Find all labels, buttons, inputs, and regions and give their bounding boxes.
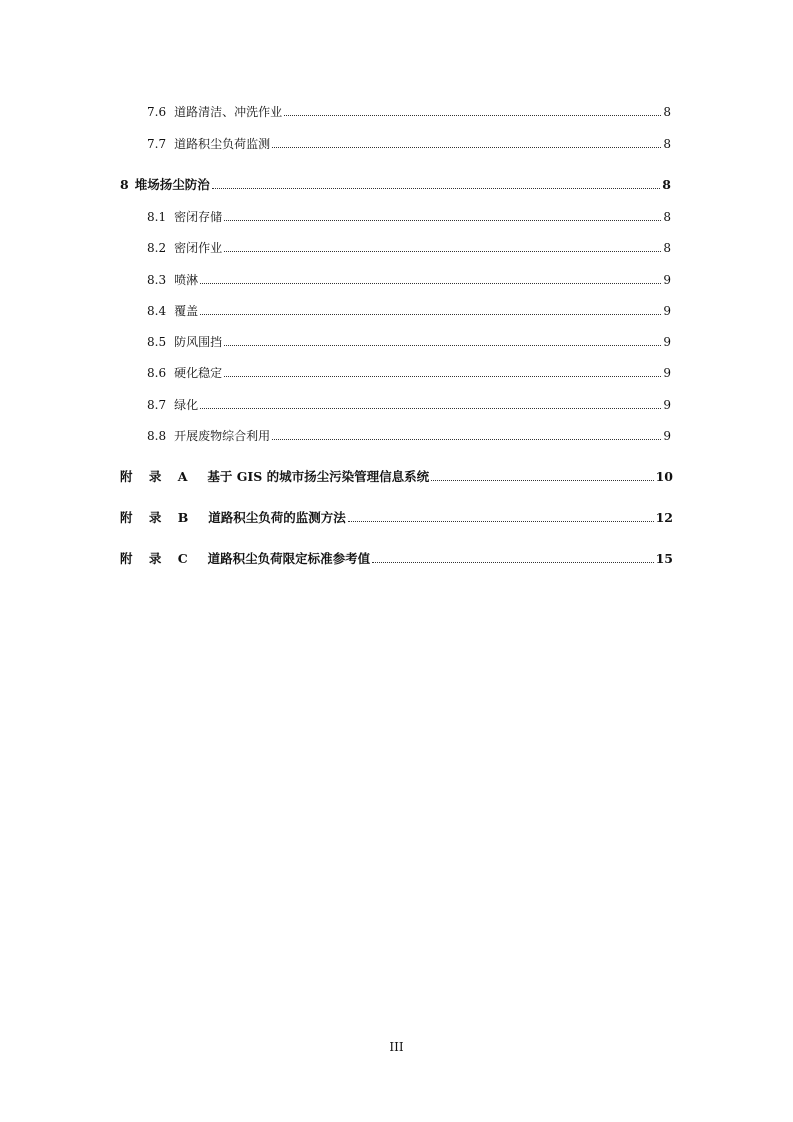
dot-leader	[224, 376, 661, 377]
toc-entry-page: 8	[662, 177, 671, 192]
toc-entry-number: 8.7	[147, 398, 167, 412]
toc-entry-title: 密闭存储	[174, 210, 223, 224]
toc-entry-title: 基于 GIS 的城市扬尘污染管理信息系统	[207, 469, 430, 484]
toc-entry-appendix-a	[120, 467, 673, 487]
toc-entry-page: 8	[663, 210, 671, 224]
toc-entry-7-7	[147, 134, 671, 154]
toc-entry-7-6	[147, 102, 671, 122]
page-number: III	[389, 1040, 404, 1054]
toc-entry-8-1	[147, 207, 671, 227]
toc-entry-number: 8.2	[147, 241, 167, 255]
toc-entry-page: 8	[663, 105, 671, 119]
dot-leader	[224, 345, 661, 346]
dot-leader	[200, 314, 661, 315]
toc-entry-appendix-b	[120, 508, 673, 528]
dot-leader	[348, 521, 654, 522]
toc-entry-number: 8.1	[147, 210, 167, 224]
dot-leader	[212, 188, 661, 189]
toc-entry-8-4	[147, 301, 671, 321]
toc-entry-title: 道路清洁、冲洗作业	[174, 105, 283, 119]
toc-entry-title: 堆场扬尘防治	[134, 177, 210, 192]
toc-entry-number: 8.5	[147, 335, 167, 349]
toc-entry-8-8	[147, 426, 671, 446]
toc-entry-page: 9	[663, 366, 671, 380]
toc-entry-page: 15	[655, 551, 673, 566]
dot-leader	[272, 147, 661, 148]
toc-entry-title: 硬化稳定	[174, 366, 223, 380]
toc-entry-8-6	[147, 363, 671, 383]
toc-entry-page: 9	[663, 398, 671, 412]
toc-entry-number: 8.6	[147, 366, 167, 380]
toc-entry-page: 10	[655, 469, 673, 484]
toc-entry-8-5	[147, 332, 671, 352]
dot-leader	[372, 562, 653, 563]
dot-leader	[284, 115, 661, 116]
toc-entry-number: 8	[120, 177, 129, 192]
dot-leader	[200, 408, 661, 409]
dot-leader	[200, 283, 661, 284]
toc-entry-title: 喷淋	[174, 273, 199, 287]
toc-entry-page: 12	[655, 510, 673, 525]
toc-entry-title: 开展废物综合利用	[174, 429, 271, 443]
dot-leader	[431, 480, 653, 481]
toc-entry-page: 8	[663, 241, 671, 255]
toc-entry-page: 9	[663, 335, 671, 349]
toc-entry-page: 9	[663, 304, 671, 318]
dot-leader	[224, 251, 661, 252]
toc-entry-number: 附 录 B	[120, 510, 195, 525]
toc-entry-title: 绿化	[174, 398, 199, 412]
toc-entry-appendix-c	[120, 549, 673, 569]
toc-entry-title: 道路积尘负荷监测	[174, 137, 271, 151]
toc-entry-page: 8	[663, 137, 671, 151]
toc-entry-8-2	[147, 238, 671, 258]
toc-entry-number: 附 录 A	[120, 469, 194, 484]
toc-entry-number: 8.8	[147, 429, 167, 443]
toc-entry-8	[120, 175, 671, 195]
toc-entry-title: 防风围挡	[174, 335, 223, 349]
toc-entry-number: 8.4	[147, 304, 167, 318]
toc-entry-8-7	[147, 395, 671, 415]
toc-entry-8-3	[147, 270, 671, 290]
toc-entry-title: 密闭作业	[174, 241, 223, 255]
toc-entry-number: 7.6	[147, 105, 167, 119]
toc-entry-number: 8.3	[147, 273, 167, 287]
toc-entry-page: 9	[663, 429, 671, 443]
toc-entry-number: 附 录 C	[120, 551, 194, 566]
toc-entry-number: 7.7	[147, 137, 167, 151]
toc-entry-title: 覆盖	[174, 304, 199, 318]
dot-leader	[272, 439, 661, 440]
toc-entry-page: 9	[663, 273, 671, 287]
toc-entry-title: 道路积尘负荷限定标准参考值	[207, 551, 371, 566]
dot-leader	[224, 220, 661, 221]
toc-entry-title: 道路积尘负荷的监测方法	[208, 510, 346, 525]
